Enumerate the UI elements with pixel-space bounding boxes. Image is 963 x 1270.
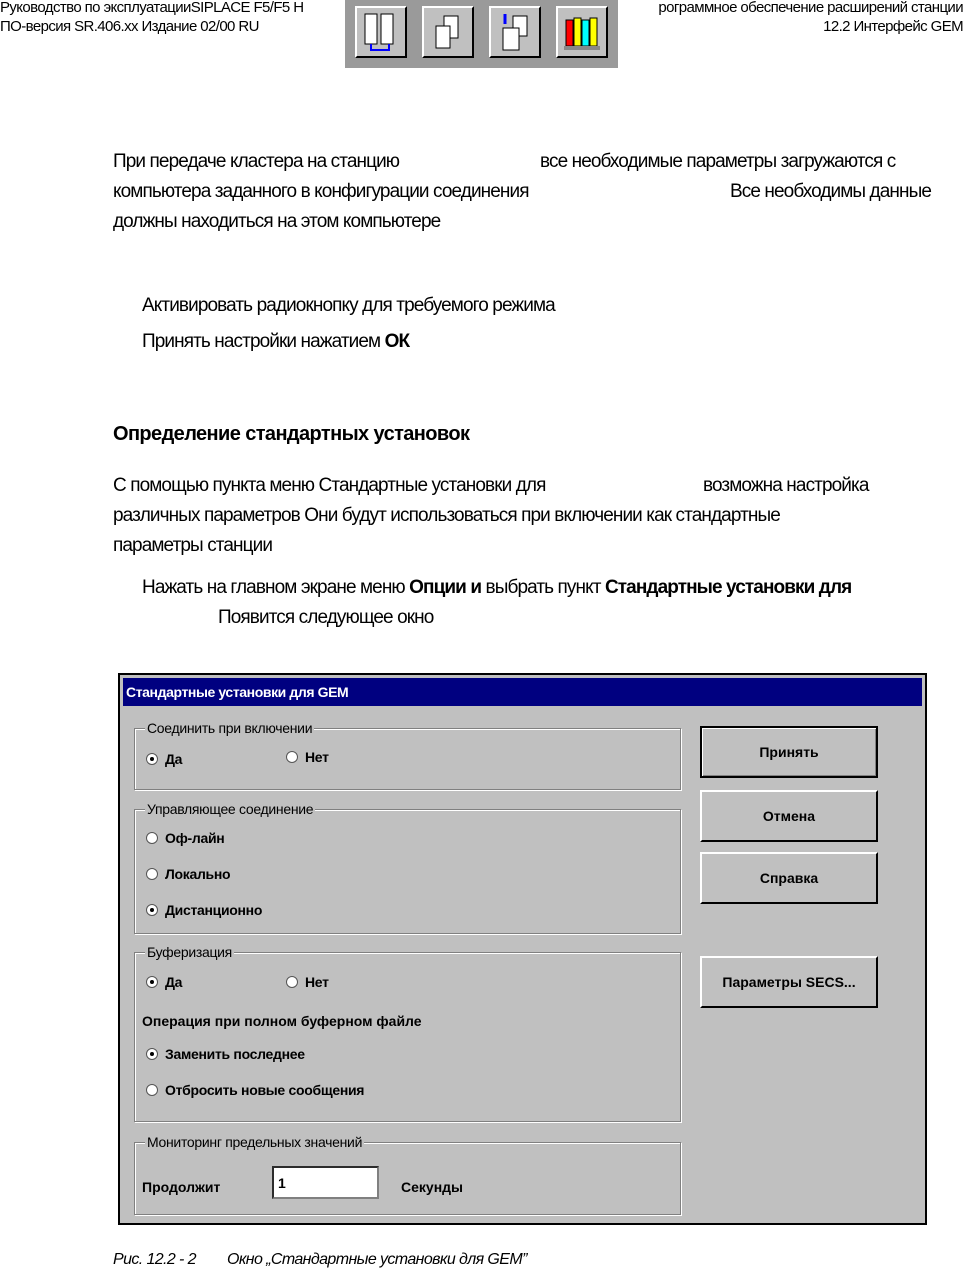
header-right-1: рограммное обеспечение расширений станции (658, 0, 963, 16)
radio-label: Дистанционно (165, 902, 263, 918)
group-label: Мониторинг предельных значений (147, 1134, 363, 1150)
group-label: Соединить при включении (147, 720, 313, 736)
accept-button[interactable]: Принять (700, 726, 878, 778)
continue-label: Продолжит (142, 1179, 221, 1195)
radio-discard-new[interactable] (146, 1082, 364, 1098)
help-button[interactable]: Справка (700, 852, 878, 904)
header-right-2: 12.2 Интерфейс GEM (823, 18, 963, 35)
radio-label: Отбросить новые сообщения (165, 1082, 365, 1098)
radio-connect-yes[interactable] (146, 751, 182, 767)
figure-caption: Окно „Стандартные установки для GEM” (227, 1251, 527, 1268)
radio-remote[interactable] (146, 902, 262, 918)
radio-label: Нет (305, 974, 329, 990)
radio-unchecked-icon (146, 868, 158, 880)
radio-buffer-yes[interactable] (146, 974, 182, 990)
seconds-input[interactable] (272, 1166, 379, 1199)
para1-line3: должны находиться на этом компьютере (113, 211, 441, 232)
cancel-button[interactable]: Отмена (700, 790, 878, 842)
para2-line3: параметры станции (113, 535, 273, 556)
radio-unchecked-icon (286, 751, 298, 763)
step-text: выбрать пункт (481, 577, 605, 598)
radio-checked-icon (146, 976, 158, 988)
radio-label: Оф-лайн (165, 830, 225, 846)
radio-label: Заменить последнее (165, 1046, 305, 1062)
radio-label: Нет (305, 749, 329, 765)
radio-label: Да (165, 974, 183, 990)
radio-checked-icon (146, 904, 158, 916)
replace-document-icon (489, 6, 541, 58)
header-left-2: ПО-версия SR.406.xx Издание 02/00 RU (0, 18, 259, 35)
step-activate: Активировать радиокнопку для требуемого режима (142, 295, 555, 316)
para1-line2a: компьютера заданного в конфигурации соединения (113, 181, 529, 202)
menu-options: Опции и (409, 577, 482, 598)
group-control-connection (134, 801, 681, 934)
step-accept-text: Принять настройки нажатием (142, 331, 385, 352)
step-result: Появится следующее окно (218, 607, 434, 628)
menu-item-defaults: Стандартные установки для (604, 577, 852, 598)
radio-replace-last[interactable] (146, 1046, 305, 1062)
library-books-icon (556, 6, 608, 58)
para1-line1b: все необходимые параметры загружаются с (540, 151, 896, 172)
step-text: Нажать на главном экране меню (142, 577, 410, 598)
radio-unchecked-icon (146, 1084, 158, 1096)
secs-parameters-button[interactable]: Параметры SECS... (700, 956, 878, 1008)
para2-line2: различных параметров Они будут использоваться при включении как стандартные (113, 505, 780, 526)
seconds-label: Секунды (401, 1179, 463, 1195)
para1-line2b: Все необходимы данные (730, 181, 931, 202)
radio-local[interactable] (146, 866, 230, 882)
buffer-full-label: Операция при полном буферном файле (142, 1013, 422, 1029)
group-connect-on-startup (134, 720, 681, 790)
section-heading: Определение стандартных установок (113, 423, 470, 445)
figure-number: Рис. 12.2 - 2 (113, 1251, 196, 1268)
para2-line1b: возможна настройка (703, 475, 869, 496)
toolbar-image (345, 0, 618, 68)
step-open-menu (142, 577, 851, 599)
radio-unchecked-icon (286, 976, 298, 988)
group-label: Управляющее соединение (147, 801, 314, 817)
group-label: Буферизация (147, 944, 232, 960)
group-limit-monitoring (134, 1134, 681, 1215)
para2-line1a: С помощью пункта меню Стандартные установки для (113, 475, 546, 496)
radio-checked-icon (146, 753, 158, 765)
radio-label: Да (165, 751, 183, 767)
radio-offline[interactable] (146, 830, 224, 846)
radio-label: Локально (165, 866, 231, 882)
step-accept (142, 331, 409, 353)
radio-checked-icon (146, 1048, 158, 1060)
dialog-title: Стандартные установки для GEM (123, 678, 922, 706)
group-buffering (134, 944, 681, 1122)
radio-unchecked-icon (146, 832, 158, 844)
radio-connect-no[interactable] (286, 749, 329, 765)
copy-pages-icon (422, 6, 474, 58)
defaults-dialog (118, 673, 927, 1225)
cluster-transfer-icon (355, 6, 407, 58)
header-left-1: Руководство по эксплуатацииSIPLACE F5/F5 H (0, 0, 304, 16)
radio-buffer-no[interactable] (286, 974, 329, 990)
para1-line1a: При передаче кластера на станцию (113, 151, 400, 172)
step-accept-ok: ОК (384, 331, 410, 352)
